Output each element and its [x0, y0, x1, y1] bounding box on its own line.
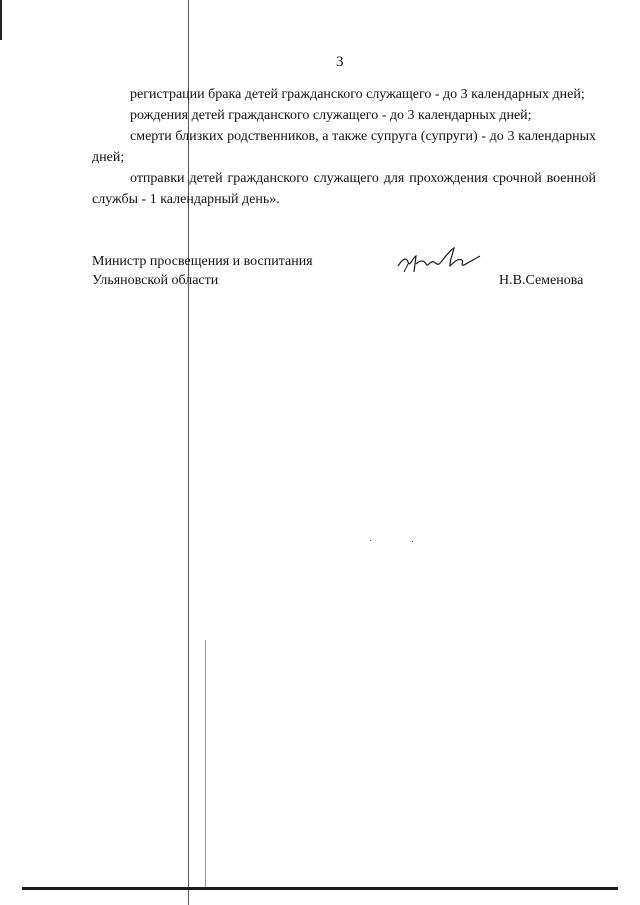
- scan-fold-line-lower: [205, 640, 206, 890]
- paragraph-birth: рождения детей гражданского служащего - до 3 календарных дней;: [130, 108, 532, 123]
- scan-speck: [370, 540, 371, 541]
- signer-title-line-1: Министр просвещения и воспитания: [92, 254, 313, 269]
- signer-title: [92, 252, 352, 290]
- signer-title-line-2: Ульяновской области: [92, 273, 219, 288]
- handwritten-signature: [394, 242, 484, 282]
- scan-speck: [412, 541, 413, 542]
- page-number: 3: [336, 54, 344, 70]
- scan-bottom-edge: [22, 887, 618, 890]
- paragraph-marriage: регистрации брака детей гражданского служащего - до 3 календарных дней;: [130, 87, 585, 102]
- signer-name: Н.В.Семенова: [499, 273, 584, 288]
- signature-block: [92, 252, 596, 312]
- paragraph-military-service: отправки детей гражданского служащего для прохождения срочной военной службы - 1 календарный день».: [92, 171, 596, 207]
- document-body: [92, 84, 596, 210]
- scan-edge-mark: [0, 0, 2, 40]
- paragraph-death: смерти близких родственников, а также супруга (супруги) - до 3 календарных дней;: [92, 129, 596, 165]
